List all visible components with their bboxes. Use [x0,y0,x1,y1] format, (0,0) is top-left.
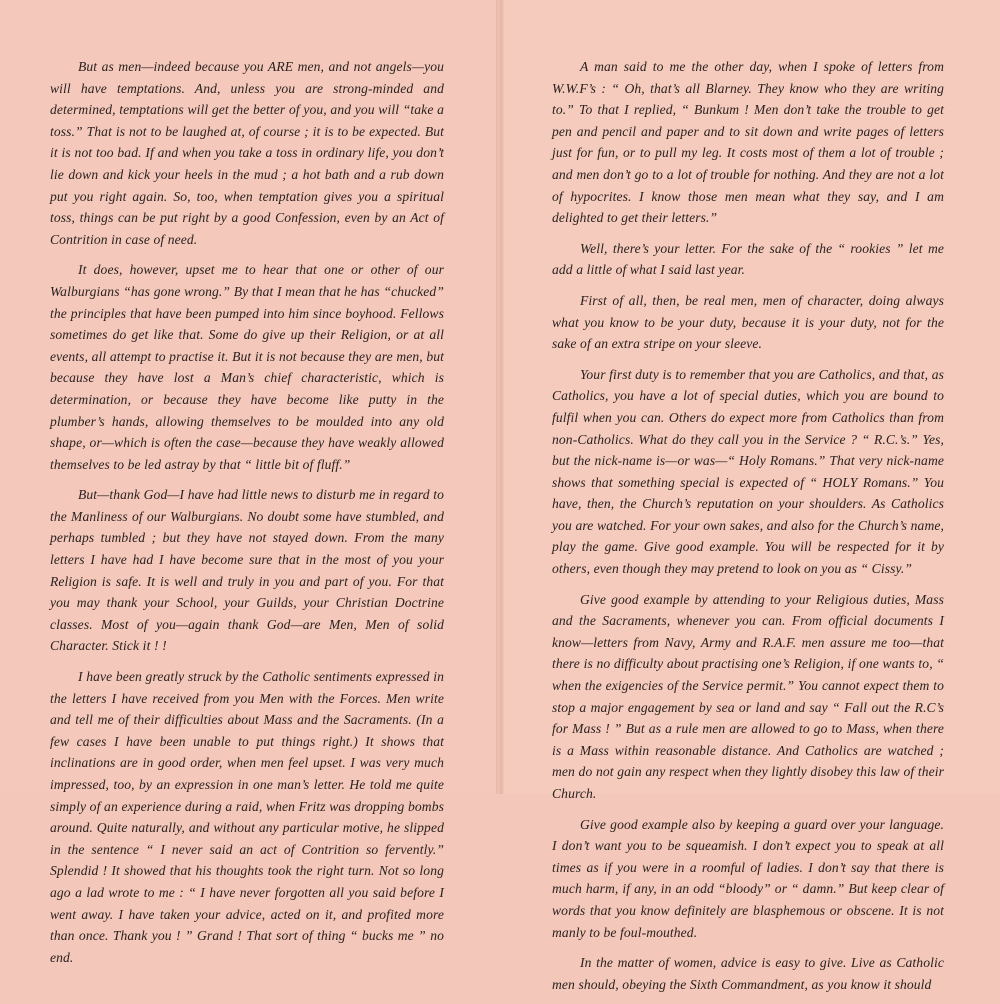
right-paragraph-2: Well, there’s your letter. For the sake of the “ rookies ” let me add a little of what I said last year. [552,240,944,278]
page-fold [496,0,504,794]
left-paragraph-1: But as men—indeed because you ARE men, and not angels—you will have temptations. And, unless you are strong-minded and determined, temptations will get the better of you, and you will “take a toss.” That is not to be laughed at, of course ; it is to be expected. But it is not too bad. If and when you take a toss in ordinary life, you don’t lie down and kick your heels in the mud ; a hot bath and a rub down put you right again. So, too, when temptation gives you a spiritual toss, things can be put right by a good Confession, even by an Act of Contrition in case of need. [50,59,444,247]
right-page-text [552,56,944,1004]
left-paragraph-3: But—thank God—I have had little news to disturb me in regard to the Manliness of our Walburgians. No doubt some have stumbled, and perhaps tumbled ; but they have not stayed down. From the many letters I have had I have become sure that in the most of you your Religion is safe. It is well and truly in you and part of you. For that you may thank your School, your Guilds, your Christian Doctrine classes. Most of you—again thank God—are Men, Men of solid Character. Stick it ! ! [50,487,444,654]
right-paragraph-3: First of all, then, be real men, men of character, doing always what you know to be your duty, because it is your duty, not for the sake of an extra stripe on your sleeve. [552,292,944,352]
left-page-text [50,56,444,977]
right-paragraph-4: Your first duty is to remember that you are Catholics, and that, as Catholics, you have a lot of special duties, which you are bound to fulfil when you can. Others do expect more from Catholics than from non-Catholics. What do they call you in the Service ? “ R.C.’s.” Yes, but the nick-name is—or was—“ Holy Romans.” That very nick-name shows that something special is expected of “ HOLY Romans.” You have, then, the Church’s reputation on your shoulders. As Catholics you are watched. For your own sakes, and also for the Church’s name, play the game. Give good example. You will be respected for it by others, even though they may pretend to look on you as “ Cissy.” [552,366,944,577]
left-paragraph-4: I have been greatly struck by the Catholic sentiments expressed in the letters I have received from you Men with the Forces. Men write and tell me of their difficulties about Mass and the Sacraments. (In a few cases I have been unable to put things right.) It shows that inclinations are in good order, when men feel upset. I was very much impressed, too, by an expression in one man’s letter. He told me quite simply of an experience during a raid, when Fritz was dropping bombs around. Quite naturally, and without any particular motive, he slipped in the sentence “ I never said an act of Contrition so fervently.” Splendid ! It showed that his thoughts took the right turn. Not so long ago a lad wrote to me : “ I have never forgotten all you said before I went away. I have taken your advice, acted on it, and profited more than once. Thank you ! ” Grand ! That sort of thing “ bucks me ” no end. [50,669,444,965]
right-paragraph-7: In the matter of women, advice is easy to give. Live as Catholic men should, obeying the Sixth Commandment, as you know it should [552,955,944,992]
left-paragraph-2: It does, however, upset me to hear that one or other of our Walburgians “has gone wrong.” By that I mean that he has “chucked” the principles that have been pumped into him since boyhood. Fellows sometimes do get like that. Some do give up their Religion, or at all events, all attempt to practise it. But it is not because they are men, but because they have lost a Man’s chief characteristic, which is determination, or because they have become like putty in the plumber’s hands, allowing themselves to be moulded into any old shape, or—which is often the case—because they have weakly allowed themselves to be led astray by that “ little bit of fluff.” [50,262,444,472]
right-paragraph-1: A man said to me the other day, when I spoke of letters from W.W.F’s : “ Oh, that’s all Blarney. They know who they are writing to.” To that I replied, “ Bunkum ! Men don’t take the trouble to get pen and pencil and paper and to sit down and write pages of letters just for fun, or to pull my leg. It costs most of them a lot of trouble ; and men don’t go to a lot of trouble for nothing. And they are not a lot of hypocrites. I know those men mean what they say, and I am delighted to get their letters.” [552,59,944,226]
right-paragraph-6: Give good example also by keeping a guard over your language. I don’t want you to be squeamish. I don’t expect you to speak at all times as if you were in a roomful of ladies. I don’t say that there is much harm, if any, in an odd “bloody” or “ damn.” But keep clear of words that you know definitely are blasphemous or obscene. It is not manly to be foul-mouthed. [552,816,944,940]
right-paragraph-5: Give good example by attending to your Religious duties, Mass and the Sacraments, whenever you can. From official documents I know—letters from Navy, Army and R.A.F. men assure me too—that there is no difficulty about practising one’s Religion, if one wants to, “ when the exigencies of the Service permit.” You cannot expect them to stop a major engagement by sea or land and say “ Fall out the R.C’s for Mass ! ” But as a rule men are allowed to go to Mass, when there is a Mass within reasonable distance. And Catholics are watched ; men do not gain any respect when they lightly disobey this law of their Church. [552,591,944,801]
